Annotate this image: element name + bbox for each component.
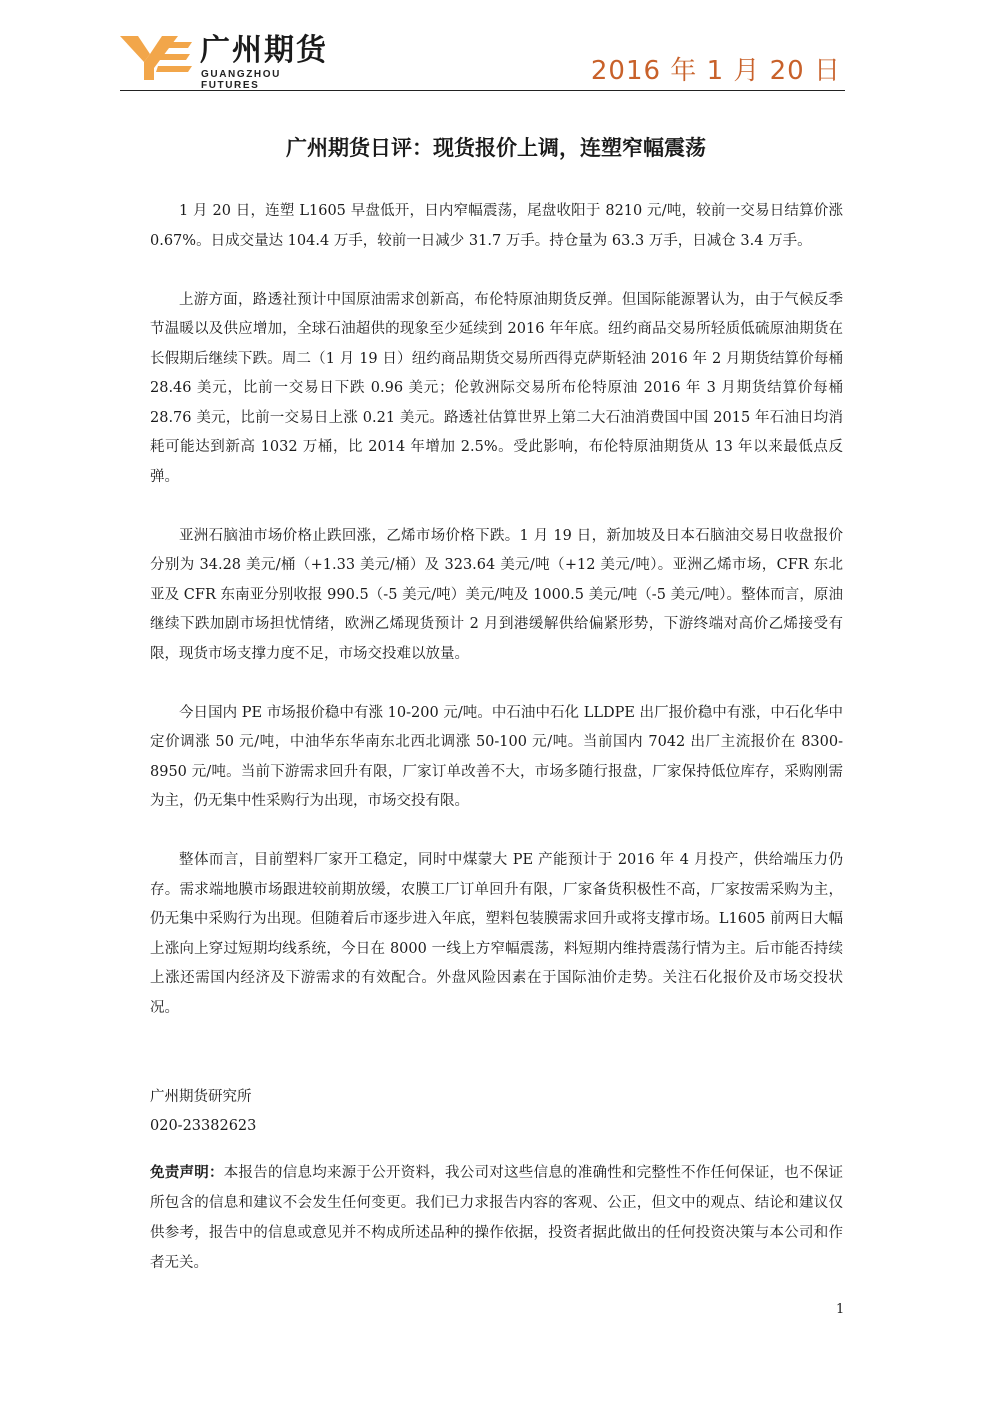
disclaimer-label: 免责声明： (150, 1165, 224, 1181)
signature-block (150, 1083, 256, 1141)
logo-chinese-name: 广州期货 (200, 33, 328, 68)
research-institute-name: 广州期货研究所 (150, 1089, 252, 1105)
page-header (120, 28, 845, 91)
company-logo (120, 33, 340, 91)
guangzhou-futures-logo-icon (120, 34, 192, 82)
paragraph-naphtha-ethylene: 亚洲石脑油市场价格止跌回涨，乙烯市场价格下跌。1 月 19 日，新加坡及日本石脑油交易日收盘报价分别为 34.28 美元/桶（+1.33 美元/桶）及 323.64 美元/吨（+12 美元/吨）。亚洲乙烯市场，CFR 东北亚及 CFR 东南亚分别收报 990.5（-5 美元/吨）美元/吨及 1000.5 美元/吨（-5 美元/吨）。整体而言，原油继续下跌加剧市场担忧情绪，欧洲乙烯现货预计 2 月到港缓解供给偏紧形势，下游终端对高价乙烯接受有限，现货市场支撑力度不足，市场交投难以放量。 (150, 527, 843, 662)
paragraph-upstream-crude: 上游方面，路透社预计中国原油需求创新高，布伦特原油期货反弹。但国际能源署认为，由于气候反季节温暖以及供应增加，全球石油超供的现象至少延续到 2016 年年底。纽约商品交易所轻质低硫原油期货在长假期后继续下跌。周二（1 月 19 日）纽约商品期货交易所西得克萨斯轻油 2016 年 2 月期货结算价每桶 28.46 美元，比前一交易日下跌 0.96 美元；伦敦洲际交易所布伦特原油 2016 年 3 月期货结算价每桶 28.76 美元，比前一交易日上涨 0.21 美元。路透社估算世界上第二大石油消费国中国 2015 年石油日均消耗可能达到新高 1032 万桶，比 2014 年增加 2.5%。受此影响，布伦特原油期货从 13 年以来最低点反弹。 (150, 291, 843, 485)
paragraph-outlook: 整体而言，目前塑料厂家开工稳定，同时中煤蒙大 PE 产能预计于 2016 年 4 月投产，供给端压力仍存。需求端地膜市场跟进较前期放缓，农膜工厂订单回升有限，厂家备货积极性不高，厂家按需采购为主，仍无集中采购行为出现。但随着后市逐步进入年底，塑料包装膜需求回升或将支撑市场。L1605 前两日大幅上涨向上穿过短期均线系统，今日在 8000 一线上方窄幅震荡，料短期内维持震荡行情为主。后市能否持续上涨还需国内经济及下游需求的有效配合。外盘风险因素在于国际油价走势。关注石化报价及市场交投状况。 (150, 852, 843, 1016)
paragraph-domestic-pe: 今日国内 PE 市场报价稳中有涨 10-200 元/吨。中石油中石化 LLDPE 出厂报价稳中有涨，中石化华中定价调涨 50 元/吨，中油华东华南东北西北调涨 50-100 元/吨。当前国内 7042 出厂主流报价在 8300-8950 元/吨。当前下游需求回升有限，厂家订单改善不大，市场多随行报盘，厂家保持低位库存，采购刚需为主，仍无集中性采购行为出现，市场交投有限。 (150, 704, 843, 809)
disclaimer (150, 1158, 843, 1278)
logo-english-name: GUANGZHOU FUTURES (201, 69, 281, 91)
report-title: 广州期货日评：现货报价上调，连塑窄幅震荡 (286, 136, 706, 160)
report-body (150, 197, 843, 1053)
contact-phone: 020-23382623 (150, 1118, 257, 1134)
paragraph-market-summary: 1 月 20 日，连塑 L1605 早盘低开，日内窄幅震荡，尾盘收阳于 8210 元/吨，较前一交易日结算价涨 0.67%。日成交量达 104.4 万手，较前一日减少 31.7 万手。持仓量为 63.3 万手，日减仓 3.4 万手。 (150, 203, 843, 249)
disclaimer-text: 本报告的信息均来源于公开资料，我公司对这些信息的准确性和完整性不作任何保证，也不保证所包含的信息和建议不会发生任何变更。我们已力求报告内容的客观、公正，但文中的观点、结论和建议仅供参考，报告中的信息或意见并不构成所述品种的操作依据，投资者据此做出的任何投资决策与本公司和作者无关。 (150, 1165, 843, 1271)
page-number: 1 (836, 1302, 845, 1317)
report-date: 2016 年 1 月 20 日 (590, 56, 841, 86)
